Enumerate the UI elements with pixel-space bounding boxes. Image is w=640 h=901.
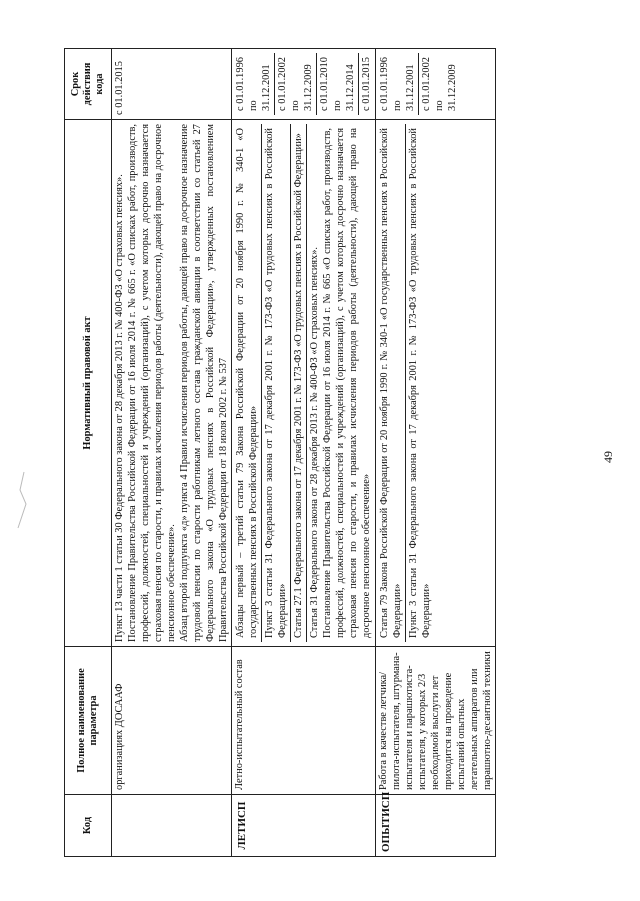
row-code: ОПЫТИСП bbox=[376, 795, 496, 857]
term-text: с 01.01.1996 по 31.12.2001 bbox=[235, 57, 272, 111]
act-text: Постановление Правительства Российской Федерации от 16 июля 2014 г. № 665 г. «О списках работ, производств, профессий, должностей, специальностей и учреждений (организаций), с учетом которых досрочно назначается страховая пенсия по старости, и правилах исчисления периодов работы (деятельности), дающей право на досрочное пенсионное обеспечение». bbox=[127, 124, 177, 642]
row-terms bbox=[112, 49, 232, 120]
term-text: с 01.01.2015 bbox=[114, 61, 125, 115]
act-text: Пункт 3 статьи 31 Федерального закона от 17 декабря 2001 г. № 173-ФЗ «О трудовых пенсиях в Российской Федерации» bbox=[408, 128, 432, 638]
header-name: Полное наименование параметра bbox=[65, 647, 112, 795]
term-text: с 01.01.2002 по 31.12.2009 bbox=[277, 57, 314, 111]
table-row bbox=[112, 49, 232, 857]
act-text: Статья 27.1 Федерального закона от 17 декабря 2001 г. № 173-ФЗ «О трудовых пенсиях в Российской Федерации» bbox=[293, 133, 304, 638]
parameter-table bbox=[64, 48, 496, 857]
row-name: организациях ДОСААФ bbox=[112, 647, 232, 795]
row-code bbox=[112, 795, 232, 857]
act-text: Абзац второй подпункта «д» пункта 4 Правил исчисления периодов работы, дающей право на досрочное назначение трудовой пенсии по старости работникам летного состава гражданской авиации в соответствии со статьей 27 Федерального закона «О трудовых пенсиях в Российской Федерации», утвержденных постановлением Правительства Российской Федерации от 18 июля 2002 г. № 537 bbox=[179, 124, 229, 642]
table-header-row bbox=[65, 49, 112, 857]
header-code: Код bbox=[65, 795, 112, 857]
act-text: Абзацы первый – третий статьи 79 Закона Российской Федерации от 20 ноября 1990 г. № 340-1 «О государственных пенсиях в Российской Федерации» bbox=[235, 128, 259, 638]
table-row bbox=[232, 49, 376, 857]
row-acts bbox=[232, 120, 376, 647]
row-code: ЛЕТИСП bbox=[232, 795, 376, 857]
row-acts bbox=[112, 120, 232, 647]
scan-smudge-mark bbox=[10, 470, 34, 530]
row-terms bbox=[232, 49, 376, 120]
act-text: Пункт 3 статьи 31 Федерального закона от 17 декабря 2001 г. № 173-ФЗ «О трудовых пенсиях в Российской Федерации» bbox=[264, 128, 288, 638]
act-text: Статья 31 Федерального закона от 28 декабря 2013 г. № 400-ФЗ «О страховых пенсиях». Постановление Правительства Российской Федерации от 16 июля 2014 г. № 665 «О списках работ, производств, профессий, должностей, специальностей и учреждений (организаций), с учетом которых досрочно назначается страховая пенсия по старости, и правилах исчисления периодов работы (деятельности), дающей право на досрочное пенсионное обеспечение» bbox=[309, 128, 372, 638]
page-number: 49 bbox=[601, 451, 615, 463]
header-act: Нормативный правовой акт bbox=[65, 120, 112, 647]
act-text: Пункт 13 части 1 статьи 30 Федерального закона от 28 декабря 2013 г. № 400-ФЗ «О страховых пенсиях». bbox=[114, 174, 125, 642]
term-text: с 01.01.2015 bbox=[361, 57, 372, 111]
act-text: Статья 79 Закона Российской Федерации от 20 ноября 1990 г. № 340-1 «О государственных пенсиях в Российской Федерации» bbox=[379, 128, 403, 638]
row-name: Работа в качестве летчика/ пилота-испытателя, штурмана-испытателя и парашютиста-испытателя, у которых 2/3 необходимой выслуги лет приходится на проведение испытаний опытных летательных аппаратов или парашютно-десантной техники bbox=[376, 647, 496, 795]
table-row bbox=[376, 49, 496, 857]
term-text: с 01.01.2010 по 31.12.2014 bbox=[319, 57, 356, 111]
term-text: с 01.01.2002 по 31.12.2009 bbox=[421, 57, 458, 111]
row-terms bbox=[376, 49, 496, 120]
header-term: Срок действия кода bbox=[65, 49, 112, 120]
row-name: Летно-испытательный состав bbox=[232, 647, 376, 795]
term-text: с 01.01.1996 по 31.12.2001 bbox=[379, 57, 416, 111]
row-acts bbox=[376, 120, 496, 647]
